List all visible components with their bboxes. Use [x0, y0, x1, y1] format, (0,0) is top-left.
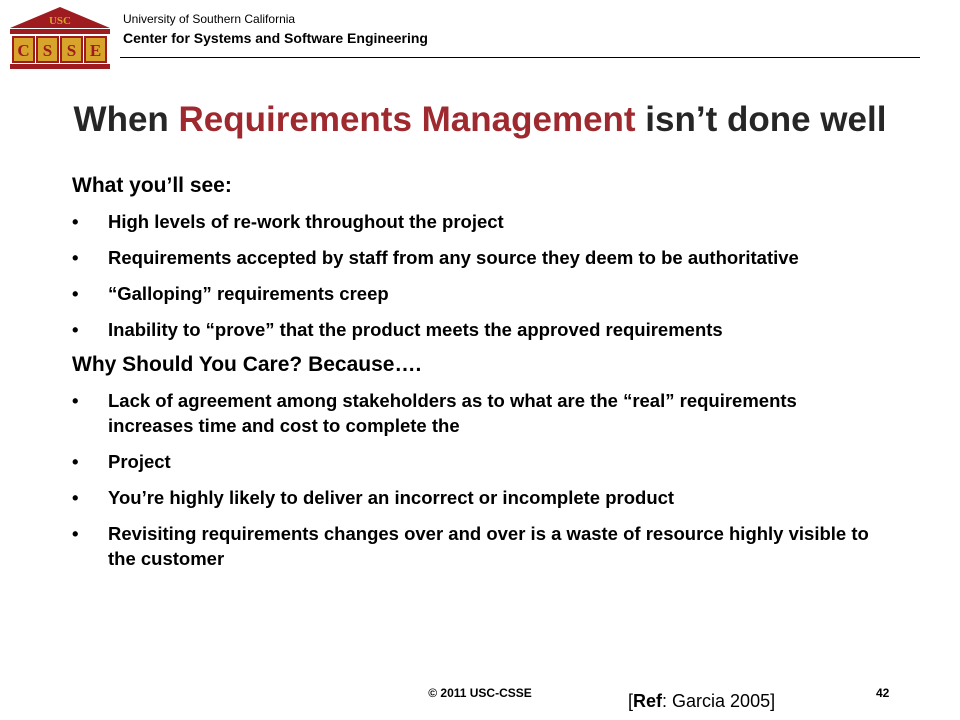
bullet-text: Lack of agreement among stakeholders as to what are the “real” requirements increases time and cost to complete the: [108, 390, 797, 436]
ref-label: Ref: [633, 691, 663, 711]
bullet-text: High levels of re-work throughout the project: [108, 211, 504, 232]
bullet-icon: •: [72, 283, 79, 304]
list-item: [72, 449, 882, 474]
slide-title: [0, 100, 960, 140]
bullet-list-reasons: [72, 388, 882, 571]
bullet-list-symptoms: [72, 209, 882, 342]
logo-letter: E: [89, 41, 102, 60]
bullet-text: Inability to “prove” that the product meets the approved requirements: [108, 319, 723, 340]
title-part1: When: [73, 100, 179, 139]
logo-letter: S: [42, 41, 53, 60]
bullet-text: Project: [108, 451, 171, 472]
logo-letter: S: [66, 41, 77, 60]
title-highlight: Requirements Management: [178, 100, 636, 139]
reference-citation: [628, 691, 775, 712]
logo-letter-boxes: [13, 37, 106, 62]
footer-copyright: © 2011 USC-CSSE: [428, 686, 532, 700]
bullet-icon: •: [72, 451, 79, 472]
bullet-text: You’re highly likely to deliver an incorrect or incomplete product: [108, 487, 675, 508]
bullet-icon: •: [72, 319, 79, 340]
list-item: [72, 245, 882, 270]
center-name: Center for Systems and Software Engineering: [123, 30, 428, 46]
bullet-text: “Galloping” requirements creep: [108, 283, 389, 304]
slide-body: [72, 174, 882, 582]
list-item: [72, 388, 882, 438]
list-item: [72, 521, 882, 571]
logo-top-text: USC: [48, 15, 72, 27]
list-item: [72, 209, 882, 234]
section-heading-what-you-see: What you’ll see:: [72, 174, 232, 197]
ref-open: [: [628, 691, 634, 711]
ref-rest: : Garcia 2005]: [662, 691, 776, 711]
list-item: [72, 281, 882, 306]
title-part2: isn’t done well: [635, 100, 887, 139]
header-divider: [120, 57, 920, 58]
logo-letter: C: [17, 41, 30, 60]
section-heading-why-care: Why Should You Care? Because….: [72, 353, 422, 376]
page-number: 42: [876, 686, 890, 700]
bullet-text: Revisiting requirements changes over and over is a waste of resource highly visible to the customer: [108, 523, 869, 569]
bullet-icon: •: [72, 523, 79, 544]
list-item: [72, 317, 882, 342]
bullet-icon: •: [72, 211, 79, 232]
bullet-text: Requirements accepted by staff from any source they deem to be authoritative: [108, 247, 799, 268]
bullet-icon: •: [72, 487, 79, 508]
list-item: [72, 485, 882, 510]
university-name: University of Southern California: [123, 12, 296, 26]
bullet-icon: •: [72, 247, 79, 268]
bullet-icon: •: [72, 390, 79, 411]
usc-csse-logo: [6, 4, 114, 72]
